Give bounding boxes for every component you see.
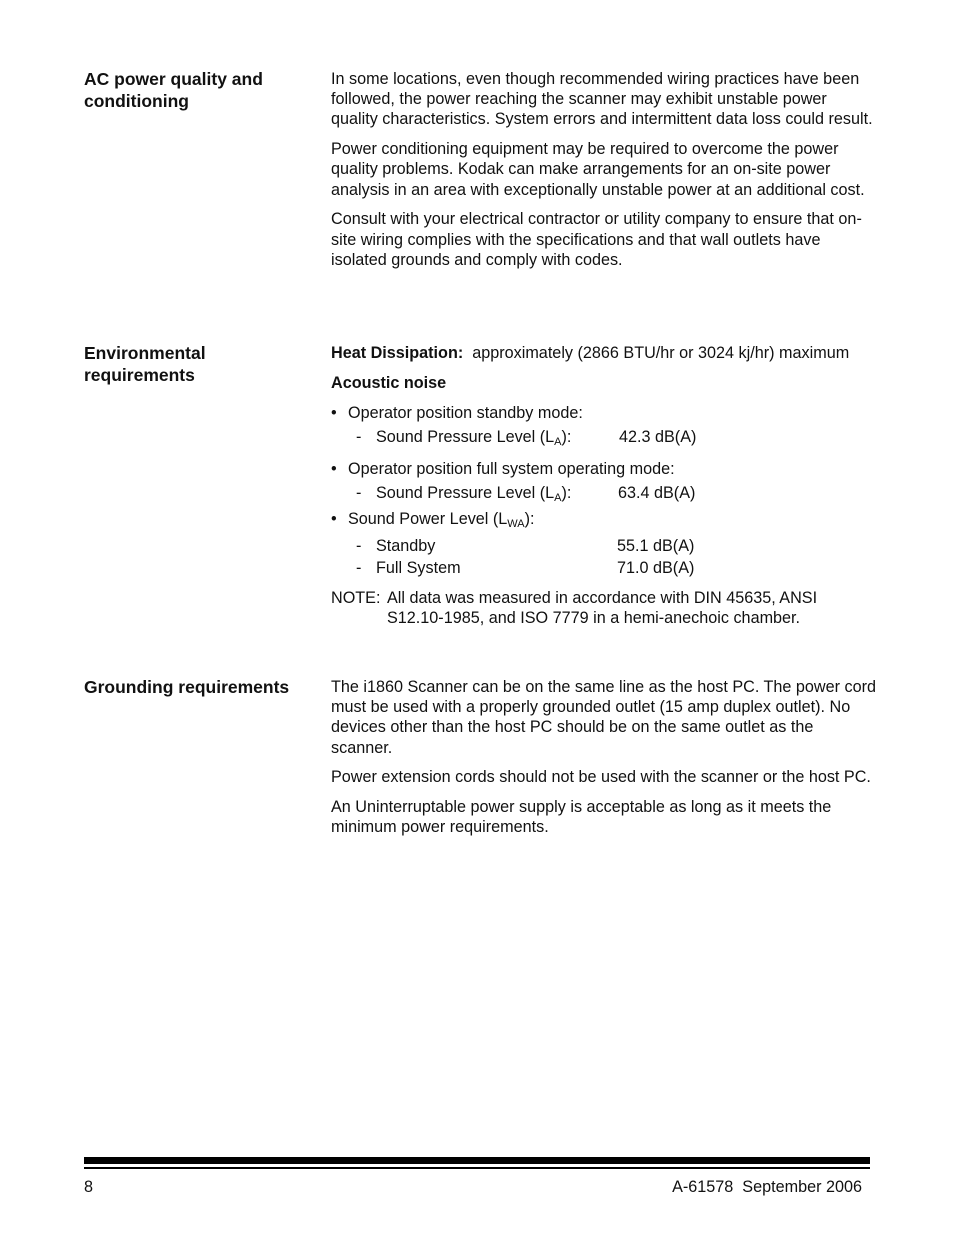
dash-icon: -: [356, 427, 362, 446]
bullet-icon: •: [331, 460, 337, 478]
page-number: 8: [84, 1178, 94, 1196]
ac-power-body: [331, 69, 876, 280]
heat-dissipation: [331, 343, 876, 363]
footer-rule-thick: [84, 1157, 870, 1164]
grounding-body: [331, 677, 876, 847]
standby-value: 55.1 dB(A): [617, 536, 695, 555]
heat-label: Heat Dissipation:: [331, 344, 464, 362]
dash-icon: -: [356, 536, 362, 555]
bullet-text: Operator position full system operating mode:: [348, 460, 675, 478]
ac-paragraph-2: Power conditioning equipment may be required to overcome the power quality problems. Kodak can make arrangements for an on-site power analysis in an area with exceptionally unstable power at an additional cost.: [331, 140, 865, 199]
ac-paragraph-3: Consult with your electrical contractor or utility company to ensure that on-site wiring complies with the specifications and that wall outlets have isolated grounds and comply with codes.: [331, 210, 862, 269]
bullet-icon: •: [331, 510, 337, 529]
measurement-note: [331, 588, 876, 628]
dash-icon: -: [356, 558, 362, 577]
grounding-paragraph-1: The i1860 Scanner can be on the same line as the host PC. The power cord must be used with a properly grounded outlet (15 amp duplex outlet). No devices other than the host PC should be on the same outlet as the scanner.: [331, 678, 877, 757]
bullet-icon: •: [331, 403, 337, 422]
spl-label: Sound Pressure Level $(L_A)$:: [376, 484, 572, 505]
grounding-paragraph-2: Power extension cords should not be used with the scanner or the host PC.: [331, 768, 871, 787]
footer-rule-thin: [84, 1167, 870, 1169]
note-label: NOTE:: [331, 589, 381, 608]
bullet-text: Operator position standby mode:: [348, 403, 583, 422]
full-system-label: Full System: [376, 558, 461, 577]
note-text: All data was measured in accordance with DIN 45635, ANSI S12.10-1985, and ISO 7779 in a hemi-anechoic chamber.: [387, 589, 818, 628]
grounding-paragraph-3: An Uninterruptable power supply is acceptable as long as it meets the minimum power requirements.: [331, 798, 832, 837]
standby-power-row: [331, 536, 876, 556]
environmental-body: [331, 343, 876, 628]
bullet-text: Sound Power Level $(L_{WA})$:: [348, 510, 535, 531]
environmental-heading: Environmental requirements: [84, 343, 206, 385]
acoustic-title: Acoustic noise: [331, 373, 447, 392]
full-system-row: [331, 558, 876, 578]
bullet-sound-power: [331, 509, 876, 529]
standby-spl-row: [331, 427, 876, 447]
dash-icon: -: [356, 484, 362, 503]
standby-label: Standby: [376, 536, 436, 555]
full-system-value: 71.0 dB(A): [617, 558, 695, 577]
bullet-standby-mode: [331, 403, 876, 423]
heat-value: approximately (2866 BTU/hr or 3024 kj/hr) maximum: [472, 344, 850, 362]
ac-paragraph-1: In some locations, even though recommended wiring practices have been followed, the power reaching the scanner may exhibit unstable power quality characteristics. System errors and intermittent data loss could result.: [331, 70, 873, 129]
document-info: A-61578 September 2006: [672, 1178, 862, 1196]
grounding-heading: Grounding requirements: [84, 677, 290, 697]
operating-spl-row: [331, 483, 876, 503]
standby-spl-value: 42.3 dB(A): [619, 427, 697, 446]
spl-label: Sound Pressure Level $(L_A)$:: [376, 427, 572, 448]
ac-power-heading: AC power quality and conditioning: [84, 69, 263, 111]
operating-spl-value: 63.4 dB(A): [618, 484, 696, 503]
bullet-operating-mode: [331, 459, 876, 479]
